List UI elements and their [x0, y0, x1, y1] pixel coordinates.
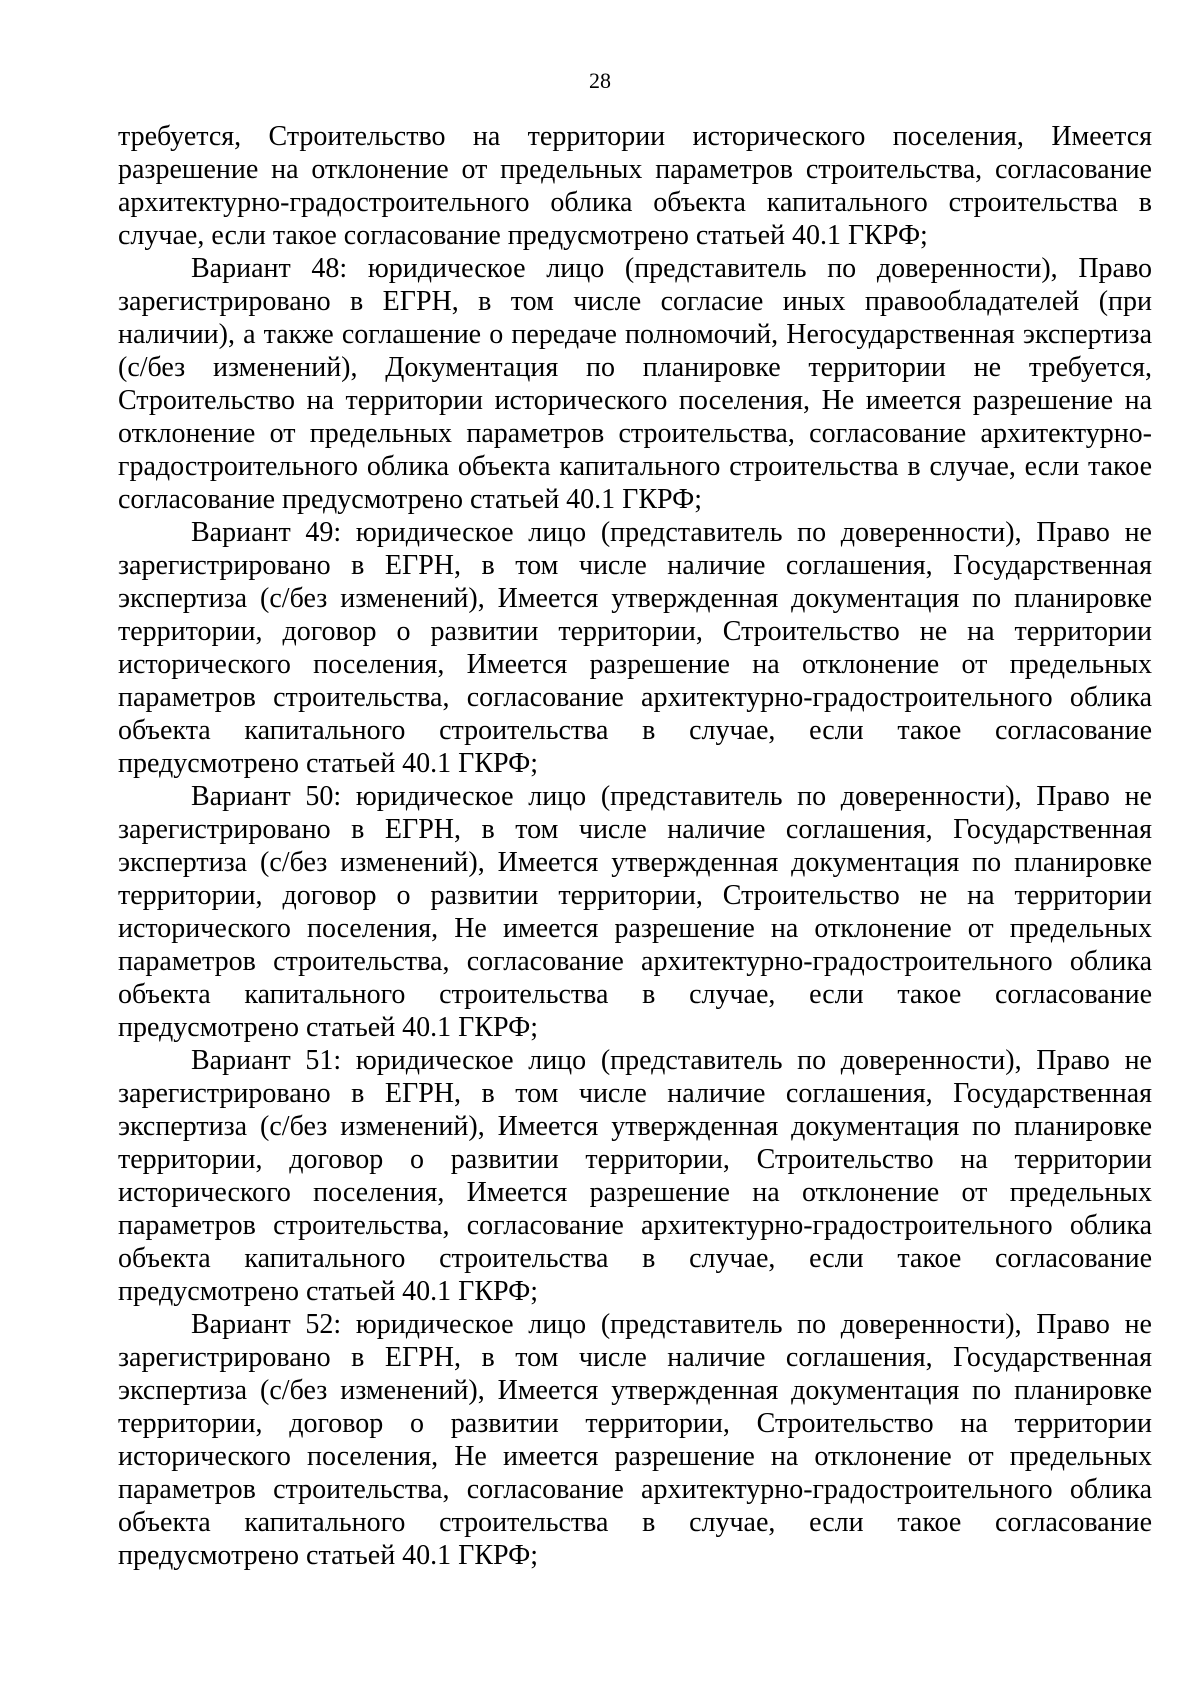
- paragraph-variant-50: Вариант 50: юридическое лицо (представитель по доверенности), Право не зарегистрировано в ЕГРН, в том числе наличие соглашения, Государственная экспертиза (с/без изменений), Имеется утвержденная документация по планировке территории, договор о развитии территории, Строительство не на территории исторического поселения, Не имеется разрешение на отклонение от предельных параметров строительства, согласование архитектурно-градостроительного облика объекта капитального строительства в случае, если такое согласование предусмотрено статьей 40.1 ГКРФ;: [118, 781, 1152, 1043]
- page-number: 28: [589, 68, 611, 93]
- paragraph-variant-52: Вариант 52: юридическое лицо (представитель по доверенности), Право не зарегистрировано в ЕГРН, в том числе наличие соглашения, Государственная экспертиза (с/без изменений), Имеется утвержденная документация по планировке территории, договор о развитии территории, Строительство на территории исторического поселения, Не имеется разрешение на отклонение от предельных параметров строительства, согласование архитектурно-градостроительного облика объекта капитального строительства в случае, если такое согласование предусмотрено статьей 40.1 ГКРФ;: [118, 1309, 1152, 1571]
- paragraph-variant-49: Вариант 49: юридическое лицо (представитель по доверенности), Право не зарегистрировано в ЕГРН, в том числе наличие соглашения, Государственная экспертиза (с/без изменений), Имеется утвержденная документация по планировке территории, договор о развитии территории, Строительство не на территории исторического поселения, Имеется разрешение на отклонение от предельных параметров строительства, согласование архитектурно-градостроительного облика объекта капитального строительства в случае, если такое согласование предусмотрено статьей 40.1 ГКРФ;: [118, 517, 1152, 779]
- document-body: [118, 120, 1152, 1572]
- paragraph-variant-51: Вариант 51: юридическое лицо (представитель по доверенности), Право не зарегистрировано в ЕГРН, в том числе наличие соглашения, Государственная экспертиза (с/без изменений), Имеется утвержденная документация по планировке территории, договор о развитии территории, Строительство на территории исторического поселения, Имеется разрешение на отклонение от предельных параметров строительства, согласование архитектурно-градостроительного облика объекта капитального строительства в случае, если такое согласование предусмотрено статьей 40.1 ГКРФ;: [118, 1045, 1152, 1307]
- paragraph-variant-48: Вариант 48: юридическое лицо (представитель по доверенности), Право зарегистрировано в ЕГРН, в том числе согласие иных правообладателей (при наличии), а также соглашение о передаче полномочий, Негосударственная экспертиза (с/без изменений), Документация по планировке территории не требуется, Строительство на территории исторического поселения, Не имеется разрешение на отклонение от предельных параметров строительства, согласование архитектурно-градостроительного облика объекта капитального строительства в случае, если такое согласование предусмотрено статьей 40.1 ГКРФ;: [118, 253, 1152, 515]
- paragraph-continuation: требуется, Строительство на территории исторического поселения, Имеется разрешение на отклонение от предельных параметров строительства, согласование архитектурно-градостроительного облика объекта капитального строительства в случае, если такое согласование предусмотрено статьей 40.1 ГКРФ;: [118, 121, 1152, 251]
